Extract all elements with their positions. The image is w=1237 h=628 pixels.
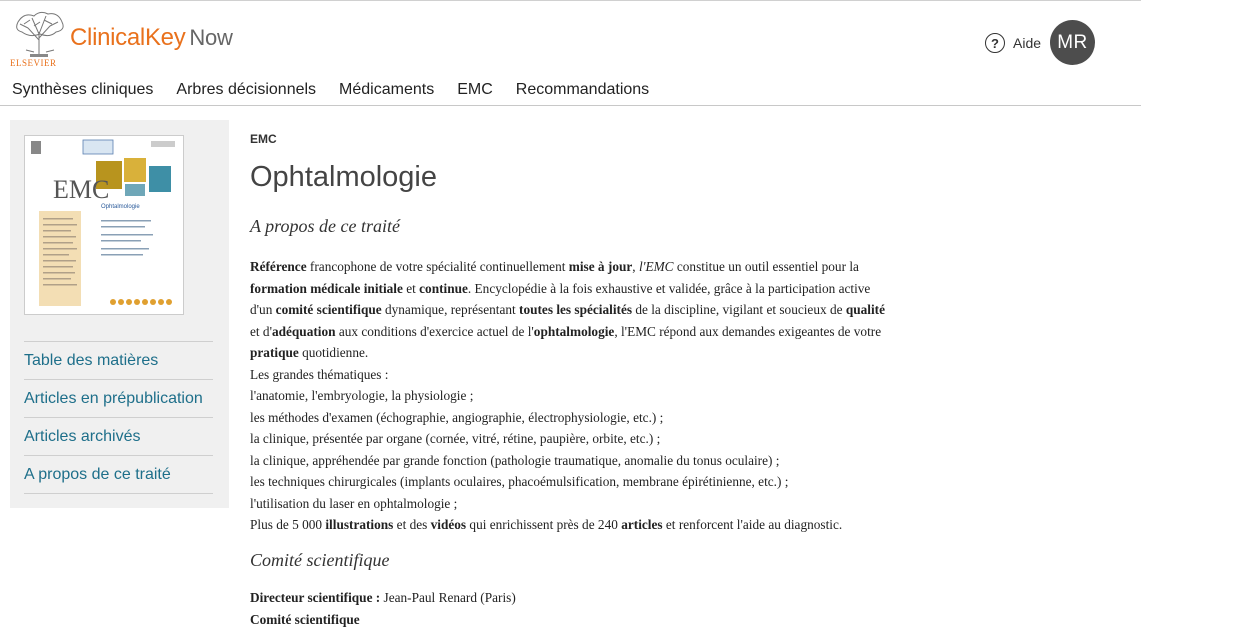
sidebar-item-articles-prepublication[interactable]: [24, 380, 213, 418]
text-segment: comité scientifique: [275, 302, 382, 317]
sidebar-item-table-des-matieres[interactable]: [24, 342, 213, 380]
help-label: Aide: [1013, 35, 1042, 51]
cut-off-line: Comité scientifique: [250, 612, 360, 627]
text-segment: articles: [621, 517, 663, 532]
text-segment: adéquation: [271, 323, 336, 339]
cover-title: Ophtalmologie: [101, 204, 140, 210]
text-segment: et d': [250, 323, 272, 339]
comite-heading: Comité scientifique: [250, 550, 390, 570]
sidebar-item-articles-archives[interactable]: [24, 418, 213, 456]
nav-emc[interactable]: EMC: [457, 81, 493, 98]
user-avatar[interactable]: MR: [1050, 20, 1095, 65]
sidebar-item-label: Articles archivés: [24, 427, 141, 445]
text-segment: quotidienne.: [298, 345, 369, 360]
director-line: [250, 590, 516, 606]
help-link[interactable]: [985, 33, 1041, 53]
main-nav: [12, 81, 672, 99]
text-segment: vidéos: [430, 517, 467, 532]
nav-divider: [0, 105, 1141, 106]
theme-item: la clinique, présentée par organe (cornée, vitré, rétine, paupière, orbite, etc.) ;: [250, 431, 661, 446]
text-segment: aux conditions d'exercice actuel de l': [335, 323, 534, 339]
text-segment: et renforcent l'aide au diagnostic.: [662, 517, 843, 532]
brand-logo[interactable]: [70, 24, 233, 52]
sidebar-item-label: Table des matières: [24, 351, 159, 369]
book-cover[interactable]: [24, 135, 184, 315]
text-segment: constitue un outil essentiel pour la: [673, 259, 859, 274]
text-segment: ophtalmologie: [533, 323, 615, 339]
text-segment: qualité: [845, 302, 886, 317]
publisher-wordmark: ELSEVIER: [10, 58, 57, 68]
nav-recommandations[interactable]: Recommandations: [515, 81, 650, 98]
text-segment: mise à jour: [568, 259, 633, 274]
cover-emc-logo: EMC: [53, 175, 110, 204]
text-segment: . Encyclopédie à la fois exhaustive et validée, grâce à la participation active: [467, 280, 871, 296]
text-segment: de la discipline, vigilant et soucieux de: [632, 302, 846, 317]
sidebar-item-label: A propos de ce traité: [24, 465, 171, 483]
theme-item: les techniques chirurgicales (implants oculaires, phacoémulsification, membrane épirétinienne, etc.) ;: [250, 474, 789, 489]
intro-line: [250, 299, 1010, 321]
text-segment: Plus de 5 000: [250, 517, 326, 532]
about-heading: A propos de ce traité: [250, 216, 400, 236]
sidebar-links: [24, 341, 213, 494]
intro-line: [250, 342, 1010, 364]
top-border: [0, 0, 1141, 1]
text-segment: Référence: [250, 259, 307, 274]
page-title: Ophtalmologie: [250, 161, 437, 193]
text-segment: toutes les spécialités: [519, 302, 633, 317]
brand-suffix: Now: [189, 25, 233, 50]
section-kicker: EMC: [250, 132, 277, 146]
text-segment: pratique: [250, 345, 299, 360]
text-segment: formation médicale initiale: [250, 280, 403, 296]
text-segment: et des: [393, 517, 431, 532]
director-value: Jean-Paul Renard (Paris): [380, 590, 516, 605]
nav-syntheses-cliniques[interactable]: Synthèses cliniques: [12, 81, 154, 98]
text-segment: ,: [632, 259, 639, 274]
director-label: Directeur scientifique :: [250, 590, 381, 605]
text-segment: l'EMC: [638, 259, 674, 274]
theme-item: la clinique, appréhendée par grande fonction (pathologie traumatique, anomalie du tonus oculaire) ;: [250, 452, 780, 468]
nav-arbres-decisionnels[interactable]: Arbres décisionnels: [176, 81, 317, 98]
sidebar-item-a-propos[interactable]: [24, 456, 213, 494]
about-body: [250, 256, 1010, 536]
summary-line: [250, 514, 1010, 536]
text-segment: , l'EMC répond aux demandes exigeantes de votre: [614, 323, 882, 339]
brand-main: ClinicalKey: [70, 24, 186, 51]
text-segment: illustrations: [325, 517, 394, 532]
text-segment: dynamique, représentant: [381, 302, 520, 317]
intro-line: [250, 278, 1010, 300]
theme-item: l'utilisation du laser en ophtalmologie ;: [250, 495, 458, 511]
question-mark-icon: ?: [985, 33, 1005, 53]
text-segment: continue: [419, 280, 468, 296]
theme-item: les méthodes d'examen (échographie, angiographie, électrophysiologie, etc.) ;: [250, 409, 664, 425]
sidebar: [10, 120, 229, 508]
theme-item: l'anatomie, l'embryologie, la physiologie ;: [250, 388, 474, 403]
intro-line: [250, 256, 1010, 278]
sidebar-item-label: Articles en prépublication: [24, 389, 203, 407]
text-segment: d'un: [250, 302, 276, 317]
nav-medicaments[interactable]: Médicaments: [339, 81, 435, 98]
themes-heading: Les grandes thématiques :: [250, 366, 389, 382]
text-segment: francophone de votre spécialité continuellement: [306, 259, 569, 274]
text-segment: qui enrichissent près de 240: [466, 517, 622, 532]
text-segment: et: [402, 280, 420, 296]
intro-line: [250, 321, 1010, 343]
